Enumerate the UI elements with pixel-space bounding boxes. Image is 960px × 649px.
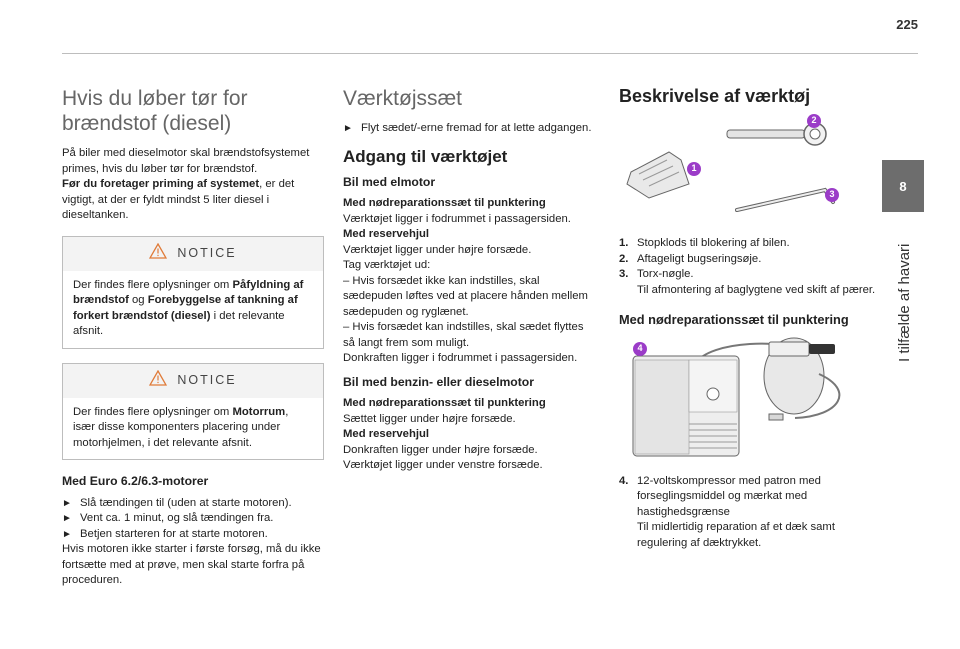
- subheading-access: Adgang til værktøjet: [343, 146, 508, 166]
- text-line: Tag værktøjet ud:: [343, 259, 431, 271]
- notice-title: NOTICE: [177, 245, 237, 260]
- callout-badge: 3: [825, 188, 839, 202]
- text-line: Med reservehjul: [343, 428, 430, 440]
- notice-title: NOTICE: [177, 372, 237, 387]
- column-toolkit: [343, 80, 597, 474]
- text-line: Værktøjet ligger under højre forsæde.: [343, 243, 532, 256]
- list-item: ► Vent ca. 1 minut, og slå tændingen fra.: [62, 511, 324, 527]
- repairkit-list: [619, 474, 877, 552]
- subheading-euro6: Med Euro 6.2/6.3-motorer: [62, 474, 209, 488]
- priming-note: Før du foretager priming af systemet, er det vigtigt, at der er fyldt mindst 5 liter diesel i dieseltanken.: [62, 178, 295, 221]
- text-line: – Hvis forsædet kan indstilles, skal sædet flyttes så langt frem som muligt.: [343, 321, 584, 349]
- arrow-icon: ►: [343, 123, 353, 134]
- list-item: ► Flyt sædet/-erne fremad for at lette adgangen.: [343, 121, 597, 137]
- text-line: – Hvis forsædet ikke kan indstilles, skal sædepuden løftes ved at placere hånden mellem sædepuden og ryglænet.: [343, 274, 588, 318]
- subheading-repairkit: Med nødreparationssæt til punktering: [619, 312, 849, 327]
- chapter-title: I tilfælde af havari: [896, 243, 913, 362]
- page-number: 225: [896, 17, 918, 32]
- warning-icon: [149, 370, 167, 392]
- compressor-illustration: [619, 334, 877, 466]
- text-line: Med nødreparationssæt til punktering: [343, 397, 546, 409]
- text-line: Sættet ligger under højre forsæde.: [343, 412, 516, 425]
- arrow-icon: ►: [62, 528, 72, 540]
- list-item: ► Betjen starteren for at starte motoren.: [62, 527, 324, 543]
- tools-list: [619, 236, 877, 298]
- subheading-benzin: Bil med benzin- eller dieselmotor: [343, 374, 534, 389]
- notice-box: [62, 236, 324, 349]
- text-line: Værktøjet ligger under venstre forsæde.: [343, 459, 543, 471]
- notice-text: Der findes flere oplysninger om Motorrum, især disse komponenters placering under motorhjelmen, i det relevante afsnit.: [73, 405, 289, 449]
- top-divider: [62, 53, 918, 54]
- callout-badge: 2: [807, 114, 821, 128]
- outro-text: Hvis motoren ikke starter i første forsøg, må du ikke fortsætte med at prøve, men skal starte forfra på proceduren.: [62, 543, 321, 586]
- notice-box: [62, 363, 324, 461]
- section-heading: Hvis du løber tør for brændstof (diesel): [62, 87, 248, 135]
- column-tools: [619, 80, 877, 551]
- text-line: Donkraften ligger under højre forsæde.: [343, 443, 538, 456]
- notice-text: Der findes flere oplysninger om Påfyldning af brændstof og Forebyggelse af tankning af forkert brændstof (diesel) i det relevante afsnit.: [73, 278, 304, 337]
- list-item: 2. Aftageligt bugseringsøje.: [619, 252, 762, 265]
- callout-badge: 1: [687, 162, 701, 176]
- callout-badge: 4: [633, 342, 647, 356]
- subheading-elmotor: Bil med elmotor: [343, 174, 436, 189]
- chapter-tab[interactable]: 8: [882, 160, 924, 212]
- text-line: Med nødreparationssæt til punktering: [343, 197, 546, 209]
- text-line: Donkraften ligger i fodrummet i passagersiden.: [343, 352, 578, 364]
- column-fuel: [62, 80, 324, 589]
- list-item: 4. 12-voltskompressor med patron med forseglingsmiddel og mærkat med hastighedsgrænse Til midlertidig reparation af et dæk samt regulering af dæktrykket.: [619, 474, 835, 549]
- warning-icon: [149, 243, 167, 265]
- list-item: 3. Torx-nøgle. Til afmontering af baglygtene ved skift af pærer.: [619, 268, 876, 296]
- section-heading: Beskrivelse af værktøj: [619, 86, 811, 106]
- intro-text: På biler med dieselmotor skal brændstofsystemet primes, hvis du løber tør for brændstof.: [62, 147, 310, 175]
- text-line: Værktøjet ligger i fodrummet i passagersiden.: [343, 212, 571, 225]
- text-line: Med reservehjul: [343, 228, 430, 240]
- arrow-icon: ►: [62, 513, 72, 524]
- list-item: ► Slå tændingen til (uden at starte motoren).: [62, 496, 324, 512]
- section-heading: Værktøjssæt: [343, 87, 463, 110]
- list-item: 1. Stopklods til blokering af bilen.: [619, 237, 790, 249]
- tools-illustration: [619, 114, 877, 224]
- arrow-icon: ►: [62, 497, 72, 509]
